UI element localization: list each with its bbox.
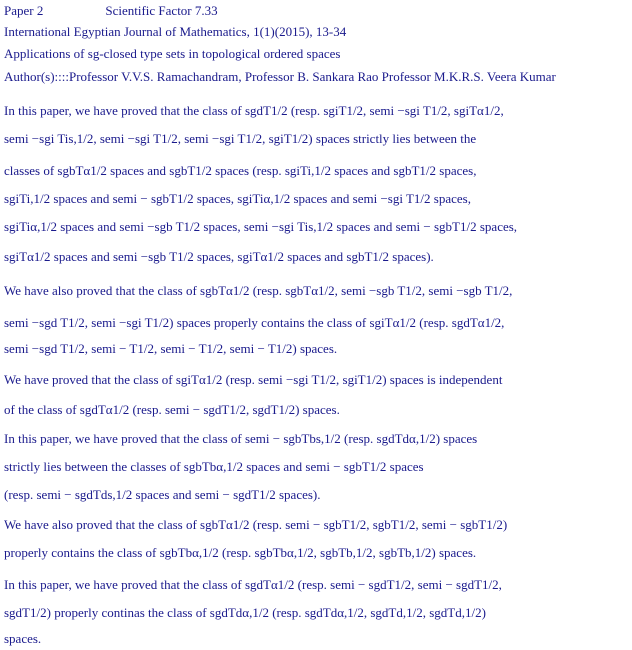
body-line-2: semi −sgi Tis,1/2, semi −sgi T1/2, semi −sgi T1/2, sgiT1/2) spaces strictly lies between the: [4, 131, 477, 146]
paper-header-line: [4, 3, 218, 19]
body-line-1: In this paper, we have proved that the class of sgdT1/2 (resp. sgiT1/2, semi −sgi T1/2, sgiTα1/2,: [4, 103, 504, 118]
body-line-12: In this paper, we have proved that the class of semi − sgbTbs,1/2 (resp. sgdTdα,1/2) spaces: [4, 431, 478, 446]
body-line-3: classes of sgbTα1/2 spaces and sgbT1/2 spaces (resp. sgiTi,1/2 spaces and sgbT1/2 spaces,: [4, 163, 477, 178]
body-line-8: semi −sgd T1/2, semi −sgi T1/2) spaces properly contains the class of sgiTα1/2 (resp. sgdTα1/2,: [4, 315, 505, 330]
authors-line: Author(s)::::Professor V.V.S. Ramachandram, Professor B. Sankara Rao Professor M.K.R.S. Veera Kumar: [4, 69, 556, 84]
body-line-9: semi −sgd T1/2, semi − T1/2, semi − T1/2, semi − T1/2) spaces.: [4, 341, 338, 356]
body-line-10: We have proved that the class of sgiTα1/2 (resp. semi −sgi T1/2, sgiT1/2) spaces is independent: [4, 372, 503, 387]
paper-number: Paper 2: [4, 3, 44, 18]
body-line-19: spaces.: [4, 631, 42, 646]
body-line-18: sgdT1/2) properly continas the class of sgdTdα,1/2 (resp. sgdTdα,1/2, sgdTd,1/2, sgdTd,1/2): [4, 605, 486, 620]
body-line-5: sgiTiα,1/2 spaces and semi −sgb T1/2 spaces, semi −sgi Tis,1/2 spaces and semi − sgbT1/2 spaces,: [4, 219, 518, 234]
journal-reference: International Egyptian Journal of Mathematics, 1(1)(2015), 13-34: [4, 24, 347, 39]
scientific-factor: Scientific Factor 7.33: [105, 3, 218, 18]
body-line-6: sgiTα1/2 spaces and semi −sgb T1/2 spaces, sgiTα1/2 spaces and sgbT1/2 spaces).: [4, 249, 434, 264]
body-line-7: We have also proved that the class of sgbTα1/2 (resp. sgbTα1/2, semi −sgb T1/2, semi −sgb T1/2,: [4, 283, 513, 298]
paper-title: Applications of sg-closed type sets in topological ordered spaces: [4, 46, 341, 61]
body-line-14: (resp. semi − sgdTds,1/2 spaces and semi − sgdT1/2 spaces).: [4, 487, 321, 502]
body-line-17: In this paper, we have proved that the class of sgdTα1/2 (resp. semi − sgdT1/2, semi − sgdT1/2,: [4, 577, 502, 592]
body-line-4: sgiTi,1/2 spaces and semi − sgbT1/2 spaces, sgiTiα,1/2 spaces and semi −sgi T1/2 spaces,: [4, 191, 471, 206]
body-line-13: strictly lies between the classes of sgbTbα,1/2 spaces and semi − sgbT1/2 spaces: [4, 459, 424, 474]
body-line-15: We have also proved that the class of sgbTα1/2 (resp. semi − sgbT1/2, sgbT1/2, semi − sgbT1/2): [4, 517, 508, 532]
body-line-11: of the class of sgdTα1/2 (resp. semi − sgdT1/2, sgdT1/2) spaces.: [4, 402, 340, 417]
body-line-16: properly contains the class of sgbTbα,1/2 (resp. sgbTbα,1/2, sgbTb,1/2, sgbTb,1/2) spaces.: [4, 545, 477, 560]
